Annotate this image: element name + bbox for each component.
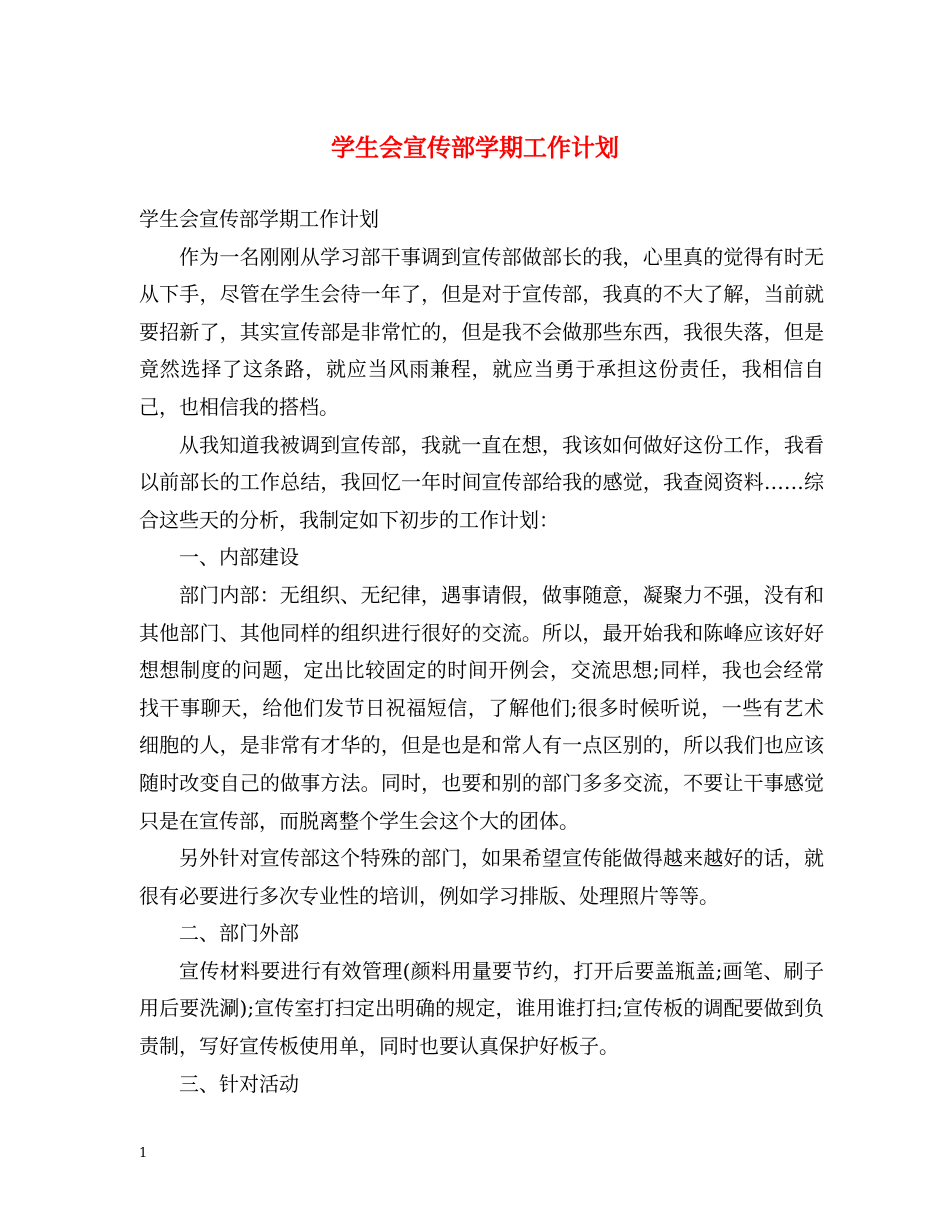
section-heading-external: 二、部门外部 [179,921,299,946]
page-number: 1 [139,1146,148,1161]
paragraph-materials: 宣传材料要进行有效管理(颜料用量要节约，打开后要盖瓶盖;画笔、刷子用后要洗涮);宣传室打扫定出明确的规定，谁用谁打扫;宣传板的调配要做到负责制，写好宣传板使用单，同时也要认真保护好板子。 [139,958,824,1059]
document-body [139,201,824,1103]
document-subtitle: 学生会宣传部学期工作计划 [139,207,379,231]
paragraph-internal-building: 部门内部：无组织、无纪律，遇事请假，做事随意，凝聚力不强，没有和其他部门、其他同样的组织进行很好的交流。所以，最开始我和陈峰应该好好想想制度的问题，定出比较固定的时间开例会，交流思想;同样，我也会经常找干事聊天，给他们发节日祝福短信，了解他们;很多时候听说，一些有艺术细胞的人，是非常有才华的，但是也是和常人有一点区别的，所以我们也应该随时改变自己的做事方法。同时，也要和别的部门多多交流，不要让干事感觉只是在宣传部，而脱离整个学生会这个大的团体。 [139,582,824,833]
paragraph-plan-overview: 从我知道我被调到宣传部，我就一直在想，我该如何做好这份工作，我看以前部长的工作总结，我回忆一年时间宣传部给我的感觉，我查阅资料……综合这些天的分析，我制定如下初步的工作计划： [139,432,824,532]
paragraph-intro: 作为一名刚刚从学习部干事调到宣传部做部长的我，心里真的觉得有时无从下手，尽管在学生会待一年了，但是对于宣传部，我真的不大了解，当前就要招新了，其实宣传部是非常忙的，但是我不会做那些东西，我很失落，但是竟然选择了这条路，就应当风雨兼程，就应当勇于承担这份责任，我相信自己，也相信我的搭档。 [139,244,824,419]
section-heading-activities: 三、针对活动 [179,1071,299,1096]
paragraph-training: 另外针对宣传部这个特殊的部门，如果希望宣传能做得越来越好的话，就很有必要进行多次专业性的培训，例如学习排版、处理照片等等。 [139,846,824,908]
document-title: 学生会宣传部学期工作计划 [331,133,619,162]
section-heading-internal: 一、内部建设 [179,545,299,570]
